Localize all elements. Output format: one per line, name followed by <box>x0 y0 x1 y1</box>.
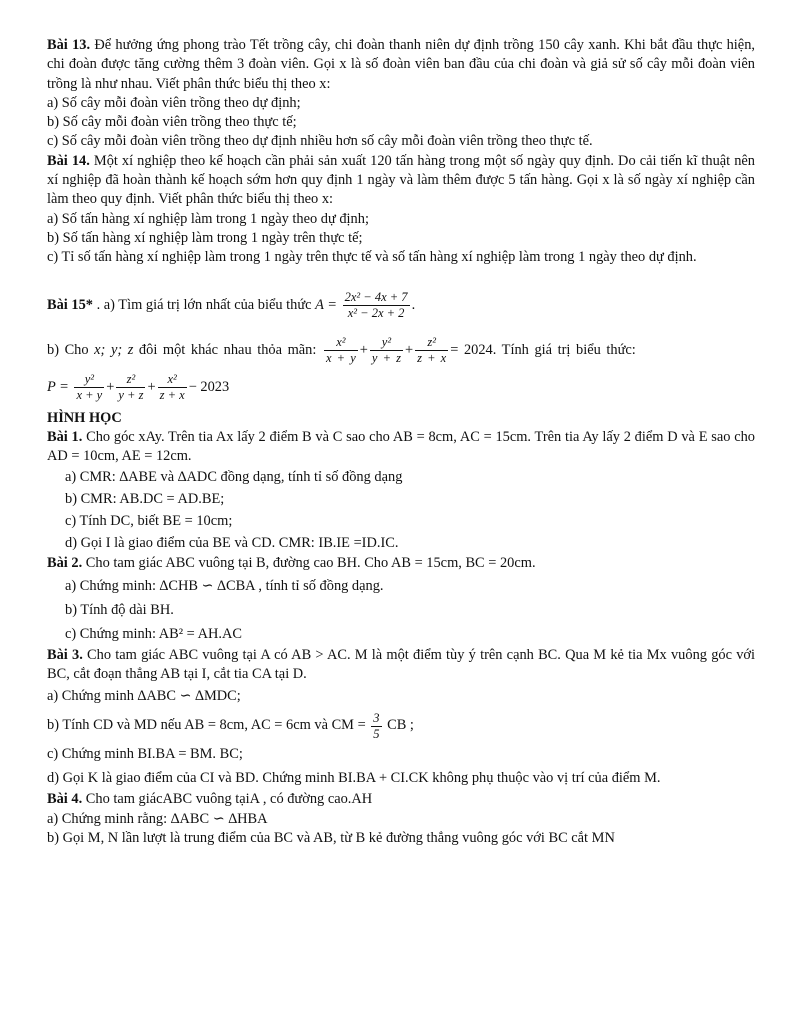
hbai4-label: Bài 4. <box>47 791 83 808</box>
hbai1-b: b) CMR: AB.DC = AD.BE; <box>65 491 225 508</box>
hbai1-statement: Bài 1. Cho góc xAy. Trên tia Ax lấy 2 điểm B và C sao cho AB = 8cm, AC = 15cm. Trên tia Ay lấy 2 điểm D và E sao cho AD = 10cm, AE = 12cm. <box>47 428 755 465</box>
fraction-z2: $\frac{\text{z²}}{z + x}$ <box>417 334 447 365</box>
fraction-p1: $\frac{\text{y²}}{x + y}$ <box>76 371 103 402</box>
fraction-p2: $\frac{\text{z²}}{y + z}$ <box>118 371 144 402</box>
hbai1-c: c) Tính DC, biết BE = 10cm; <box>65 513 233 530</box>
bai13-statement: Bài 13. Để hưởng ứng phong trào Tết trồng cây, chi đoàn thanh niên dự định trồng 150 cây xanh. Khi bắt đầu thực hiện, chi đoàn được tăng cường thêm 3 đoàn viên. Gọi x là số đoàn viên ban đầu của chi đoàn và giả sử số cây mỗi đoàn viên trồng là như nhau. Viết phân thức biểu thị theo x: <box>47 37 755 92</box>
fraction-y2: $\frac{\text{y²}}{y + z}$ <box>371 334 401 365</box>
bai14-b: b) Số tấn hàng xí nghiệp làm trong 1 ngày trên thực tế; <box>47 229 363 246</box>
hbai3-statement: Bài 3. Cho tam giác ABC vuông tại A có AB > AC. M là một điểm tùy ý trên cạnh BC. Qua M kẻ tia Mx vuông góc với BC, cắt đoạn thẳng AB tại I, cắt tia CA tại D. <box>47 646 756 683</box>
hbai4-statement: Bài 4. Cho tam giácABC vuông tạiA , có đường cao.AH <box>47 791 373 808</box>
bai15-a: Bài 15* . a) Tìm giá trị lớn nhất của biểu thức A = $\frac{\text{2x² − 4x + 7}}{\text{x² − 2x + 2}}$ . <box>47 289 416 320</box>
hbai3-a: a) Chứng minh ∆ABC ∽ ∆MDC; <box>47 688 241 705</box>
hbai2-label: Bài 2. <box>47 555 83 572</box>
bai14-label: Bài 14. <box>47 152 90 169</box>
hbai3-c: c) Chứng minh BI.BA = BM. BC; <box>47 746 243 763</box>
bai15-b: b) Cho x; y; z đôi một khác nhau thỏa mãn: $\frac{\text{x²}}{x + y}$ + $\frac{\text{y²}}{y + z}$ + $\frac{\text{z²}}{z + x}$ = 2024. Tính giá trị biểu thức: <box>47 334 636 365</box>
hbai3-label: Bài 3. <box>47 646 83 663</box>
bai13-a: a) Số cây mỗi đoàn viên trồng theo dự định; <box>47 94 301 111</box>
hbai2-b: b) Tính độ dài BH. <box>65 601 174 618</box>
hbai2-statement: Bài 2. Cho tam giác ABC vuông tại B, đường cao BH. Cho AB = 15cm, BC = 20cm. <box>47 555 536 572</box>
bai13-b: b) Số cây mỗi đoàn viên trồng theo thực tế; <box>47 114 297 131</box>
hbai4-a: a) Chứng minh rằng: ∆ABC ∽ ∆HBA <box>47 810 268 827</box>
fraction-A: $\frac{\text{2x² − 4x + 7}}{\text{x² − 2x + 2}}$ <box>344 289 408 320</box>
hbai1-d: d) Gọi I là giao điểm của BE và CD. CMR: IB.IE =ID.IC. <box>65 535 399 552</box>
bai14-a: a) Số tấn hàng xí nghiệp làm trong 1 ngày theo dự định; <box>47 210 369 227</box>
document-page <box>47 36 755 848</box>
bai13-label: Bài 13. <box>47 37 91 53</box>
fraction-3-5: $\frac{3}{5}$ <box>373 710 380 741</box>
bai13-c: c) Số cây mỗi đoàn viên trồng theo dự định nhiều hơn số cây mỗi đoàn viên trồng theo thực tế. <box>47 133 593 150</box>
bai15-p-expression: P = $\frac{\text{y²}}{x + y}$ + $\frac{\text{z²}}{y + z}$ + $\frac{\text{x²}}{z + x}$ − 2023 <box>47 371 230 402</box>
hbai4-b: b) Gọi M, N lần lượt là trung điểm của BC và AB, từ B kẻ đường thẳng vuông góc với BC cắt MN <box>47 829 615 846</box>
hbai2-a: a) Chứng minh: ∆CHB ∽ ∆CBA , tính tỉ số đồng dạng. <box>65 577 384 594</box>
bai14-c: c) Tỉ số tấn hàng xí nghiệp làm trong 1 ngày trên thực tế và số tấn hàng xí nghiệp làm trong 1 ngày theo dự định. <box>47 249 697 266</box>
hbai1-label: Bài 1. <box>47 428 83 445</box>
fraction-p3: $\frac{\text{x²}}{z + x}$ <box>159 371 185 402</box>
section-heading-hinh-hoc: HÌNH HỌC <box>47 409 122 426</box>
hbai3-d: d) Gọi K là giao điểm của CI và BD. Chứng minh BI.BA + CI.CK không phụ thuộc vào vị trí của điểm M. <box>47 770 661 787</box>
bai14-statement: Bài 14. Một xí nghiệp theo kế hoạch cần phải sản xuất 120 tấn hàng trong một số ngày quy định. Do cải tiến kĩ thuật nên xí nghiệp đã hoàn thành kế hoạch sớm hơn quy định 1 ngày và làm thêm được 5 tấn hàng. Gọi x là số ngày xí nghiệp cần làm theo quy định. Viết phân thức biểu thị theo x: <box>47 152 755 208</box>
fraction-x2: $\frac{\text{x²}}{x + y}$ <box>325 334 356 365</box>
hbai3-b: b) Tính CD và MD nếu AB = 8cm, AC = 6cm và CM = $\frac{3}{5}$ CB ; <box>47 710 414 741</box>
bai15-label: Bài 15* <box>47 296 93 313</box>
hbai2-c: c) Chứng minh: AB² = AH.AC <box>65 625 242 642</box>
hbai1-a: a) CMR: ∆ABE và ∆ADC đồng dạng, tính tỉ số đồng dạng <box>65 469 403 486</box>
